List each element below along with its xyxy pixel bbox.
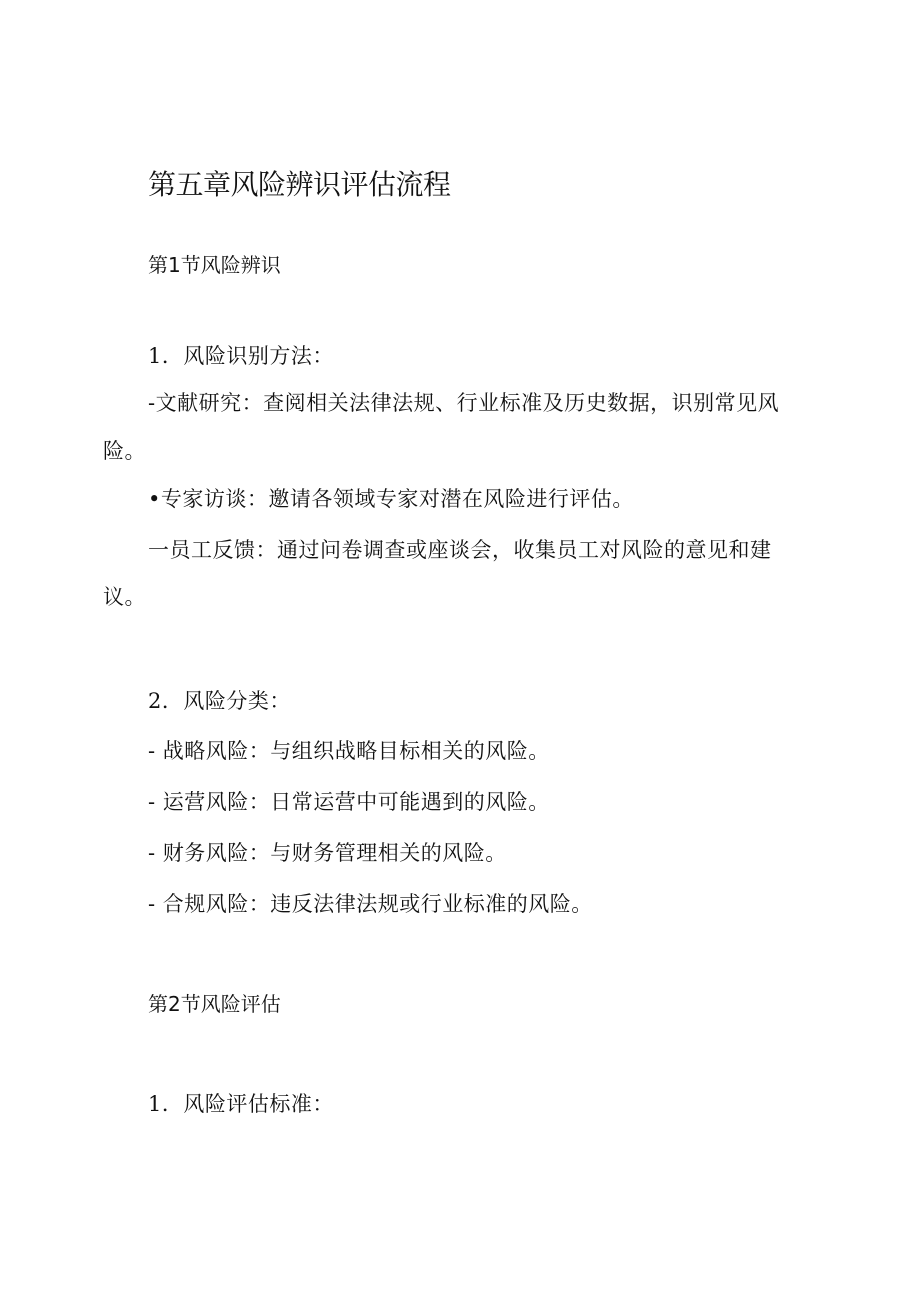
section-1-item-1-heading: 1．风险识别方法： (148, 344, 334, 368)
list-item: - 合规风险：违反法律法规或行业标准的风险。 (148, 892, 593, 916)
list-item-continuation: 险。 (103, 439, 146, 463)
section-1-item-2-heading: 2．风险分类： (148, 689, 291, 713)
list-item-continuation: 议。 (103, 585, 146, 609)
section-1-title: 第1节风险辨识 (148, 253, 281, 277)
chapter-title: 第五章风险辨识评估流程 (148, 168, 451, 201)
list-item: - 运营风险：日常运营中可能遇到的风险。 (148, 790, 550, 814)
list-item: - 战略风险：与组织战略目标相关的风险。 (148, 739, 550, 763)
list-item: -文献研究：查阅相关法律法规、行业标准及历史数据，识别常见风 (148, 391, 780, 415)
list-item: •专家访谈：邀请各领域专家对潜在风险进行评估。 (148, 487, 634, 511)
section-2-item-1-heading: 1．风险评估标准： (148, 1092, 334, 1116)
list-item: - 财务风险：与财务管理相关的风险。 (148, 841, 507, 865)
section-2-title: 第2节风险评估 (148, 992, 281, 1016)
list-item: 一员工反馈：通过问卷调查或座谈会，收集员工对风险的意见和建 (148, 538, 772, 562)
